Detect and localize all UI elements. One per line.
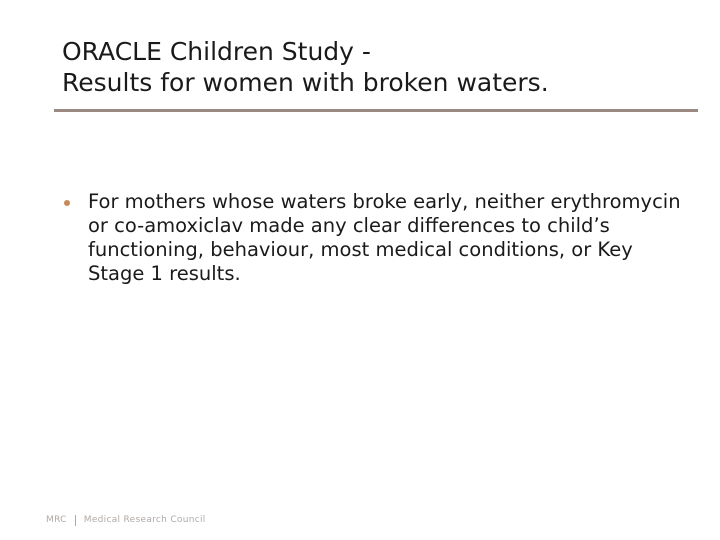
mrc-logo [46, 514, 206, 526]
logo-text: Medical Research Council [83, 515, 206, 525]
logo-separator [75, 515, 76, 526]
bullet-text: For mothers whose waters broke early, neither erythromycin or co-amoxiclav made any clear differences to child’s functioning, behaviour, most medical conditions, or Key Stage 1 results. [88, 190, 681, 285]
logo-abbrev: MRC [46, 515, 67, 525]
bullet-item [62, 190, 682, 286]
bullet-dot-icon [64, 200, 70, 206]
title-divider [54, 109, 698, 112]
slide-title-line-1: ORACLE Children Study - [62, 37, 371, 66]
slide-title [62, 36, 702, 98]
slide-title-line-2: Results for women with broken waters. [62, 68, 549, 97]
bullet-list [62, 190, 682, 286]
